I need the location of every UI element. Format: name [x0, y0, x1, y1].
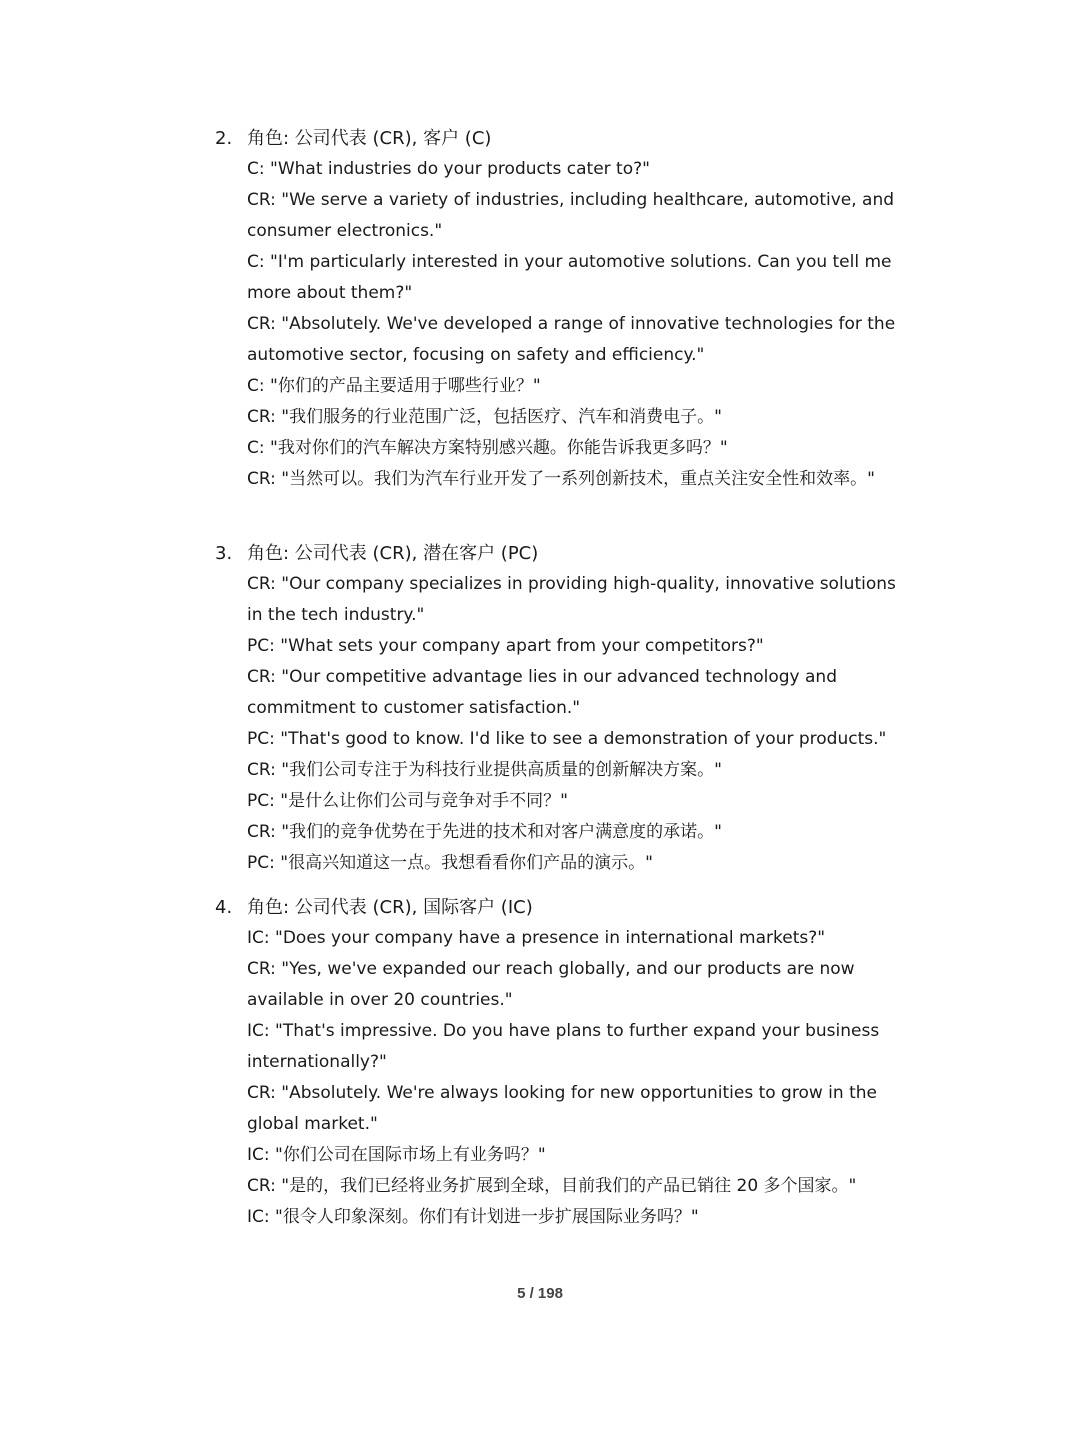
dialogue-line: IC: "很令人印象深刻。你们有计划进一步扩展国际业务吗？": [247, 1207, 699, 1227]
dialogue-line: PC: "很高兴知道这一点。我想看看你们产品的演示。": [247, 853, 653, 873]
dialogue-line: C: "你们的产品主要适用于哪些行业？": [247, 376, 541, 396]
dialogue-lines: [247, 154, 907, 495]
dialogue-line: IC: "你们公司在国际市场上有业务吗？": [247, 1145, 546, 1165]
section-heading: [215, 539, 905, 569]
section-number: 4.: [215, 897, 233, 918]
section-title: 角色: 公司代表 (CR), 潜在客户 (PC): [247, 543, 539, 564]
dialogue-line: CR: "我们服务的行业范围广泛，包括医疗、汽车和消费电子。": [247, 407, 722, 427]
dialogue-line: CR: "We serve a variety of industries, including healthcare, automotive, and consumer electronics.": [247, 190, 895, 241]
section-title: 角色: 公司代表 (CR), 国际客户 (IC): [247, 897, 533, 918]
dialogue-line: IC: "That's impressive. Do you have plans to further expand your business internationally?": [247, 1021, 880, 1072]
section-heading: [215, 893, 905, 923]
dialogue-line: C: "What industries do your products cater to?": [247, 159, 650, 179]
dialogue-line: C: "我对你们的汽车解决方案特别感兴趣。你能告诉我更多吗？": [247, 438, 728, 458]
dialogue-line: PC: "是什么让你们公司与竞争对手不同？": [247, 791, 568, 811]
section-number: 2.: [215, 128, 233, 149]
dialogue-line: CR: "我们公司专注于为科技行业提供高质量的创新解决方案。": [247, 760, 722, 780]
dialogue-section-4: [215, 893, 905, 1233]
dialogue-line: IC: "Does your company have a presence in international markets?": [247, 928, 826, 948]
section-number: 3.: [215, 543, 233, 564]
dialogue-line: CR: "Absolutely. We've developed a range of innovative technologies for the automotive sector, focusing on safety and efficiency.": [247, 314, 896, 365]
section-heading: [215, 124, 905, 154]
dialogue-line: CR: "当然可以。我们为汽车行业开发了一系列创新技术，重点关注安全性和效率。": [247, 469, 875, 489]
page-number: 5 / 198: [517, 1285, 563, 1302]
dialogue-line: CR: "Our company specializes in providing high-quality, innovative solutions in the tech industry.": [247, 574, 896, 625]
dialogue-lines: [247, 923, 907, 1233]
dialogue-line: PC: "What sets your company apart from your competitors?": [247, 636, 764, 656]
section-title: 角色: 公司代表 (CR), 客户 (C): [247, 128, 492, 149]
dialogue-lines: [247, 569, 907, 879]
dialogue-line: CR: "是的，我们已经将业务扩展到全球，目前我们的产品已销往 20 多个国家。": [247, 1176, 857, 1196]
dialogue-line: CR: "Absolutely. We're always looking for new opportunities to grow in the global market.": [247, 1083, 877, 1134]
dialogue-section-3: [215, 539, 905, 879]
dialogue-section-2: [215, 124, 905, 495]
dialogue-line: CR: "我们的竞争优势在于先进的技术和对客户满意度的承诺。": [247, 822, 722, 842]
dialogue-line: CR: "Our competitive advantage lies in our advanced technology and commitment to customer satisfaction.": [247, 667, 837, 718]
dialogue-line: CR: "Yes, we've expanded our reach globally, and our products are now available in over 20 countries.": [247, 959, 855, 1010]
dialogue-line: C: "I'm particularly interested in your automotive solutions. Can you tell me more about them?": [247, 252, 892, 303]
dialogue-line: PC: "That's good to know. I'd like to see a demonstration of your products.": [247, 729, 887, 749]
